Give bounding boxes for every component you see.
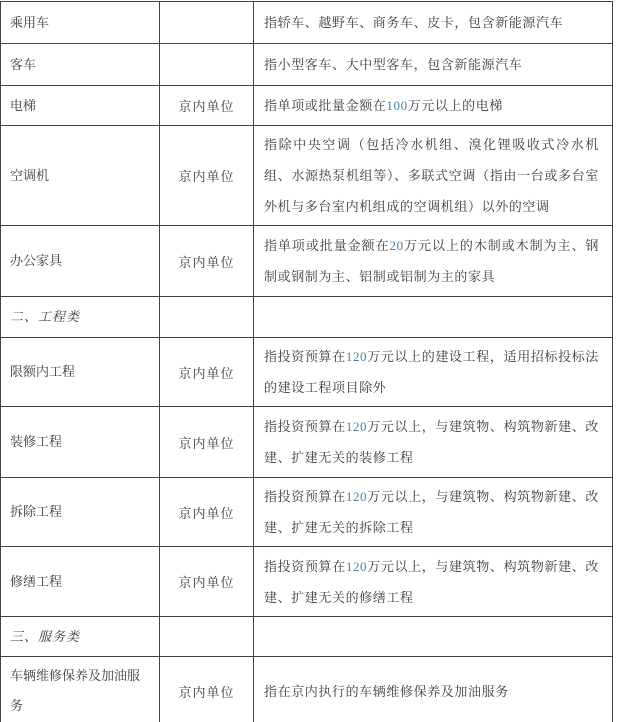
item-name: 拆除工程 <box>10 504 63 519</box>
item-name: 客车 <box>10 56 37 72</box>
amount-highlight: 120 <box>345 419 368 434</box>
table-row <box>1 44 613 86</box>
scope-cell: 京内单位 <box>160 657 254 722</box>
item-name: 车辆维修保养及加油服务 <box>10 668 141 713</box>
description-cell <box>254 2 613 44</box>
item-name-cell <box>1 407 160 478</box>
item-name: 电梯 <box>10 97 37 113</box>
description-text: 指在京内执行的车辆维修保养及加油服务 <box>264 683 509 699</box>
item-name: 装修工程 <box>10 434 63 449</box>
section-title: 三、服务类 <box>10 628 81 644</box>
description-cell <box>254 44 613 86</box>
description-cell <box>254 86 613 126</box>
table-row <box>1 547 613 617</box>
item-name: 乘用车 <box>10 14 50 30</box>
item-name-cell <box>1 126 160 226</box>
section-title-cell <box>1 297 160 338</box>
scope-cell <box>160 617 254 657</box>
table-body <box>1 2 613 722</box>
description-text: 指单项或批量金额在 <box>264 98 387 113</box>
scope-cell <box>160 44 254 86</box>
amount-highlight: 100 <box>386 98 408 113</box>
description-text: 指投资预算在 <box>264 558 346 574</box>
item-name-cell <box>1 86 160 126</box>
description-text: 指小型客车、大中型客车，包含新能源汽车 <box>264 57 523 72</box>
item-name-cell <box>1 44 160 86</box>
description-text: 万元以上的木制或木制为主、钢制或钢制为主、铝制或铝制为主的家具 <box>264 238 599 284</box>
description-text: 指投资预算在 <box>264 349 346 364</box>
description-text: 指除中央空调（包括冷水机组、溴化锂吸收式冷水机组、水源热泵机组等）、多联式空调（指由一台或多台室外机与多台室内机组成的空调机组）以外的空调 <box>264 137 599 214</box>
description-cell <box>254 126 613 226</box>
description-cell <box>254 297 613 338</box>
amount-highlight: 20 <box>389 238 404 253</box>
table-row <box>1 478 613 547</box>
description-cell <box>254 657 613 722</box>
item-name: 修缮工程 <box>10 573 63 589</box>
scope-cell: 京内单位 <box>160 126 254 226</box>
scope-cell <box>160 2 254 44</box>
table-row <box>1 86 613 126</box>
item-name-cell <box>1 478 160 547</box>
table-row <box>1 226 613 297</box>
amount-highlight: 120 <box>345 558 368 574</box>
scope-cell: 京内单位 <box>160 478 254 547</box>
item-name-cell <box>1 2 160 44</box>
table-row <box>1 407 613 478</box>
description-cell <box>254 338 613 407</box>
item-name: 空调机 <box>10 167 50 183</box>
item-name-cell <box>1 226 160 297</box>
description-text: 万元以上，与建筑物、构筑物新建、改建、扩建无关的修缮工程 <box>264 558 600 605</box>
description-cell <box>254 407 613 478</box>
scope-cell: 京内单位 <box>160 86 254 126</box>
section-row <box>1 617 613 657</box>
scope-cell: 京内单位 <box>160 547 254 617</box>
table-row <box>1 657 613 722</box>
description-text: 万元以上，与建筑物、构筑物新建、改建、扩建无关的装修工程 <box>264 419 600 465</box>
description-text: 万元以上的电梯 <box>407 98 503 113</box>
description-text: 指轿车、越野车、商务车、皮卡，包含新能源汽车 <box>264 15 564 30</box>
section-title: 二、工程类 <box>10 309 81 324</box>
table-row <box>1 2 613 44</box>
procurement-category-table <box>0 1 613 722</box>
scope-cell: 京内单位 <box>160 407 254 478</box>
description-text: 指投资预算在 <box>264 419 346 434</box>
scope-cell: 京内单位 <box>160 226 254 297</box>
item-name-cell <box>1 338 160 407</box>
item-name: 办公家具 <box>10 253 63 268</box>
description-text: 万元以上的建设工程，适用招标投标法的建设工程项目除外 <box>264 349 600 395</box>
description-cell <box>254 547 613 617</box>
item-name-cell <box>1 547 160 617</box>
amount-highlight: 120 <box>345 349 368 364</box>
section-title-cell <box>1 617 160 657</box>
description-cell <box>254 226 613 297</box>
description-cell <box>254 617 613 657</box>
item-name-cell <box>1 657 160 722</box>
table-row <box>1 338 613 407</box>
description-cell <box>254 478 613 547</box>
description-text: 指投资预算在 <box>264 489 346 504</box>
section-row <box>1 297 613 338</box>
scope-cell <box>160 297 254 338</box>
scope-cell: 京内单位 <box>160 338 254 407</box>
amount-highlight: 120 <box>345 489 368 504</box>
description-text: 指单项或批量金额在 <box>264 238 390 253</box>
table-row <box>1 126 613 226</box>
item-name: 限额内工程 <box>10 364 76 379</box>
description-text: 万元以上，与建筑物、构筑物新建、改建、扩建无关的拆除工程 <box>264 489 600 535</box>
